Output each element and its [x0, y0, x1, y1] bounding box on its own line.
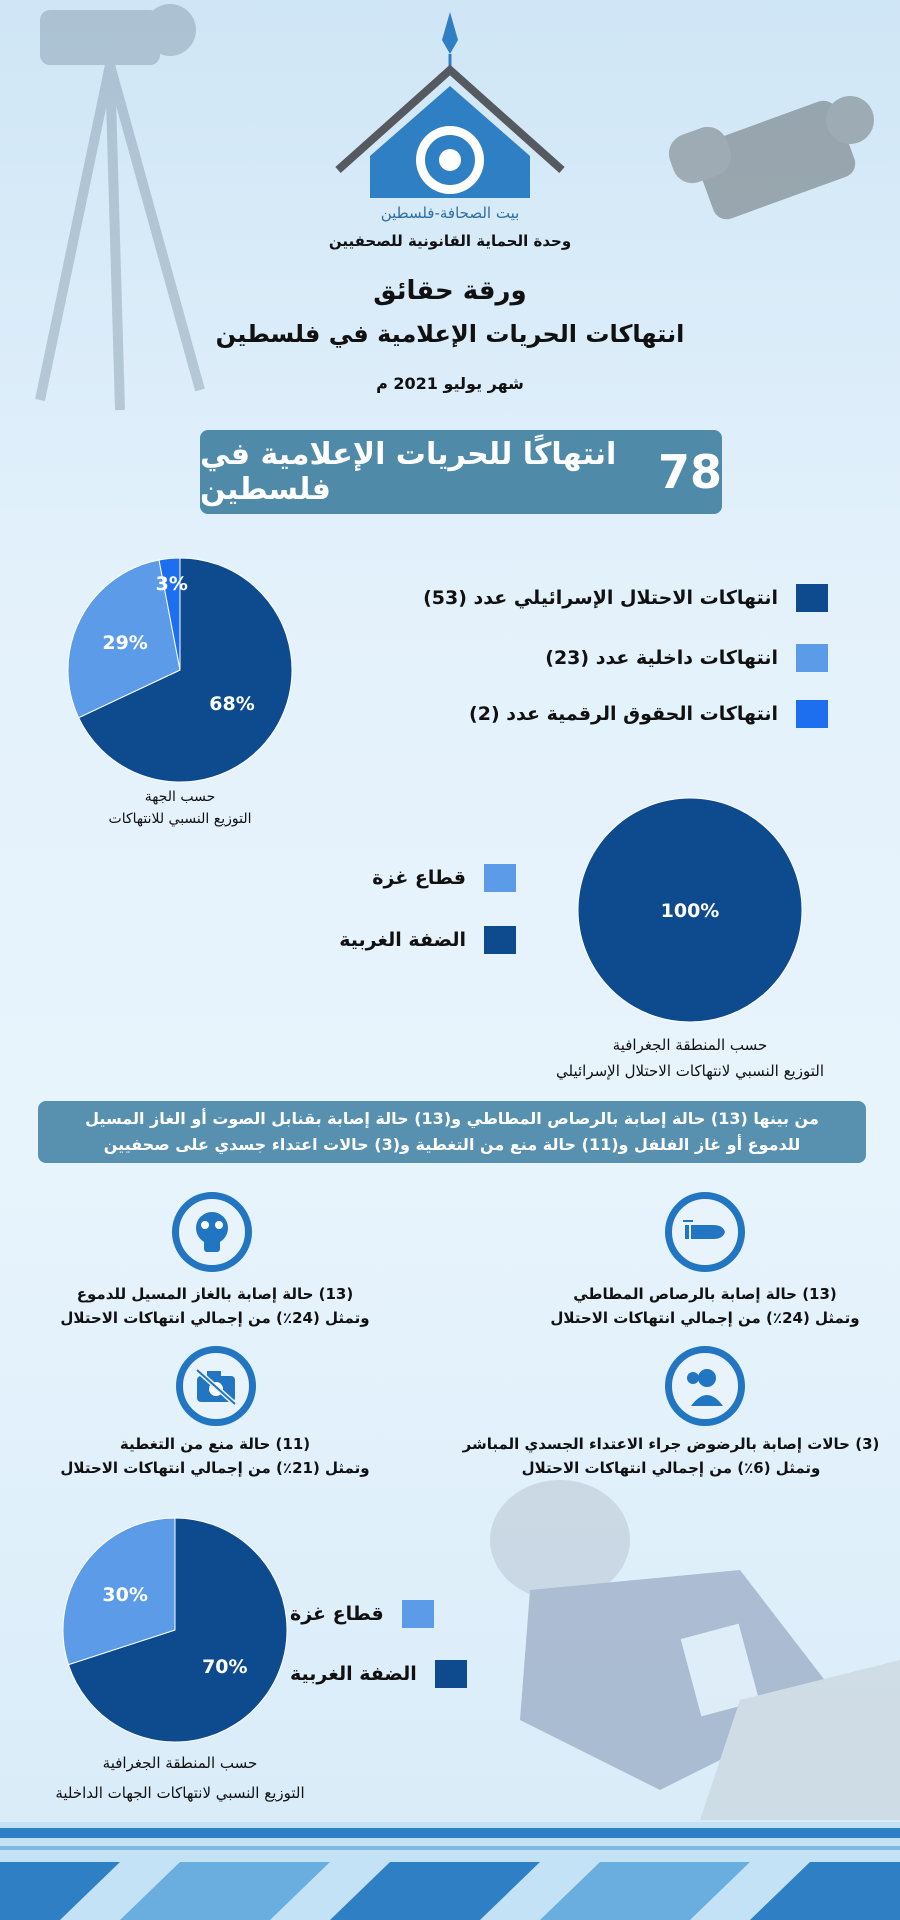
legend-item-gaza-internal: [290, 1600, 434, 1628]
chart1-caption: [40, 786, 320, 830]
chart1-caption-line1: حسب الجهة: [144, 789, 216, 805]
summary-line1: من بينها (13) حالة إصابة بالرصاص المطاطي و(13) حالة إصابة بقنابل الصوت أو الغاز المسيل: [85, 1109, 819, 1128]
legend-label: انتهاكات الحقوق الرقمية عدد (2): [469, 703, 778, 725]
chart3-caption: [20, 1748, 340, 1808]
legend-swatch: [402, 1600, 434, 1628]
chart2-caption-line1: حسب المنطقة الجغرافية: [612, 1036, 768, 1054]
pie-chart-internal-region: [55, 1510, 295, 1750]
summary-line2: للدموع أو غاز الفلفل و(11) حالة منع من التغطية و(3) حالات اعتداء جسدي على صحفيين: [103, 1135, 801, 1154]
pie-data-label-0: 70%: [202, 1656, 248, 1679]
stat-line1: (11) حالة منع من التغطية: [119, 1435, 311, 1453]
unit-name: وحدة الحماية القانونية للصحفيين: [328, 232, 572, 250]
stat-line2: وتمثل (21٪) من إجمالي انتهاكات الاحتلال: [60, 1459, 370, 1477]
stat-line1: (3) حالات إصابة بالرضوض جراء الاعتداء الجسدي المباشر: [462, 1435, 880, 1453]
legend-item-internal: [545, 644, 828, 672]
legend-label: انتهاكات الاحتلال الإسرائيلي عدد (53): [423, 587, 778, 609]
pie-data-label-1: 30%: [102, 1583, 148, 1606]
report-period: شهر يوليو 2021 م: [376, 374, 524, 393]
stat-line2: وتمثل (6٪) من إجمالي انتهاكات الاحتلال: [521, 1459, 821, 1477]
legend-label: الضفة الغربية: [339, 929, 466, 951]
gas-mask-icon: [172, 1192, 252, 1272]
legend-swatch: [484, 926, 516, 954]
stat-line1: (13) حالة إصابة بالرصاص المطاطي: [573, 1285, 837, 1303]
pie-data-label-2: 3%: [155, 573, 188, 596]
stat-line1: (13) حالة إصابة بالغاز المسيل للدموع: [76, 1285, 354, 1303]
pie-data-label-1: 29%: [102, 632, 148, 655]
page-subtitle: انتهاكات الحريات الإعلامية في فلسطين: [215, 320, 685, 348]
pie-chart-occupation-region: [570, 790, 810, 1030]
total-violations-banner: [200, 430, 722, 514]
legend-item-digital: [469, 700, 828, 728]
pie-data-label-0: 68%: [209, 693, 255, 716]
legend-label: الضفة الغربية: [290, 1663, 417, 1685]
press-journalist-image: [440, 1460, 900, 1820]
chart3-caption-line1: حسب المنطقة الجغرافية: [102, 1754, 258, 1772]
bullet-icon: [665, 1192, 745, 1272]
stat-physical-assault: [446, 1432, 896, 1480]
stat-tear-gas: [30, 1282, 400, 1330]
legend-item-occupation: [423, 584, 828, 612]
press-house-logo: [330, 10, 570, 198]
legend-swatch: [796, 644, 828, 672]
page-title: ورقة حقائق: [373, 276, 527, 306]
chart2-caption-line2: التوزيع النسبي لانتهاكات الاحتلال الإسرائيلي: [555, 1062, 824, 1080]
chart3-caption-line2: التوزيع النسبي لانتهاكات الجهات الداخلية: [55, 1784, 305, 1802]
legend-label: انتهاكات داخلية عدد (23): [545, 647, 778, 669]
legend-label: قطاع غزة: [290, 1603, 384, 1625]
legend-item-west-bank: [0, 926, 516, 954]
legend-swatch: [435, 1660, 467, 1688]
footer-stripes: [0, 1822, 900, 1920]
summary-box: [38, 1101, 866, 1163]
chart1-caption-line2: التوزيع النسبي للانتهاكات: [108, 811, 252, 827]
injured-journalist-icon: [665, 1346, 745, 1426]
stat-line2: وتمثل (24٪) من إجمالي انتهاكات الاحتلال: [60, 1309, 370, 1327]
legend-item-west-bank-internal: [290, 1660, 467, 1688]
legend-label: قطاع غزة: [372, 867, 466, 889]
legend-swatch: [796, 700, 828, 728]
legend-swatch: [484, 864, 516, 892]
stat-rubber-bullets: [520, 1282, 890, 1330]
stat-line2: وتمثل (24٪) من إجمالي انتهاكات الاحتلال: [550, 1309, 860, 1327]
org-name: بيت الصحافة-فلسطين: [380, 204, 520, 222]
chart2-caption: [520, 1032, 860, 1084]
legend-swatch: [796, 584, 828, 612]
banner-number: 78: [657, 445, 722, 499]
no-camera-icon: [176, 1346, 256, 1426]
legend-item-gaza: [0, 864, 516, 892]
pie-data-label-0: 100%: [660, 900, 720, 922]
pie-chart-by-party: [60, 550, 300, 790]
stat-coverage-ban: [30, 1432, 400, 1480]
banner-text: انتهاكًا للحريات الإعلامية في فلسطين: [200, 437, 617, 507]
